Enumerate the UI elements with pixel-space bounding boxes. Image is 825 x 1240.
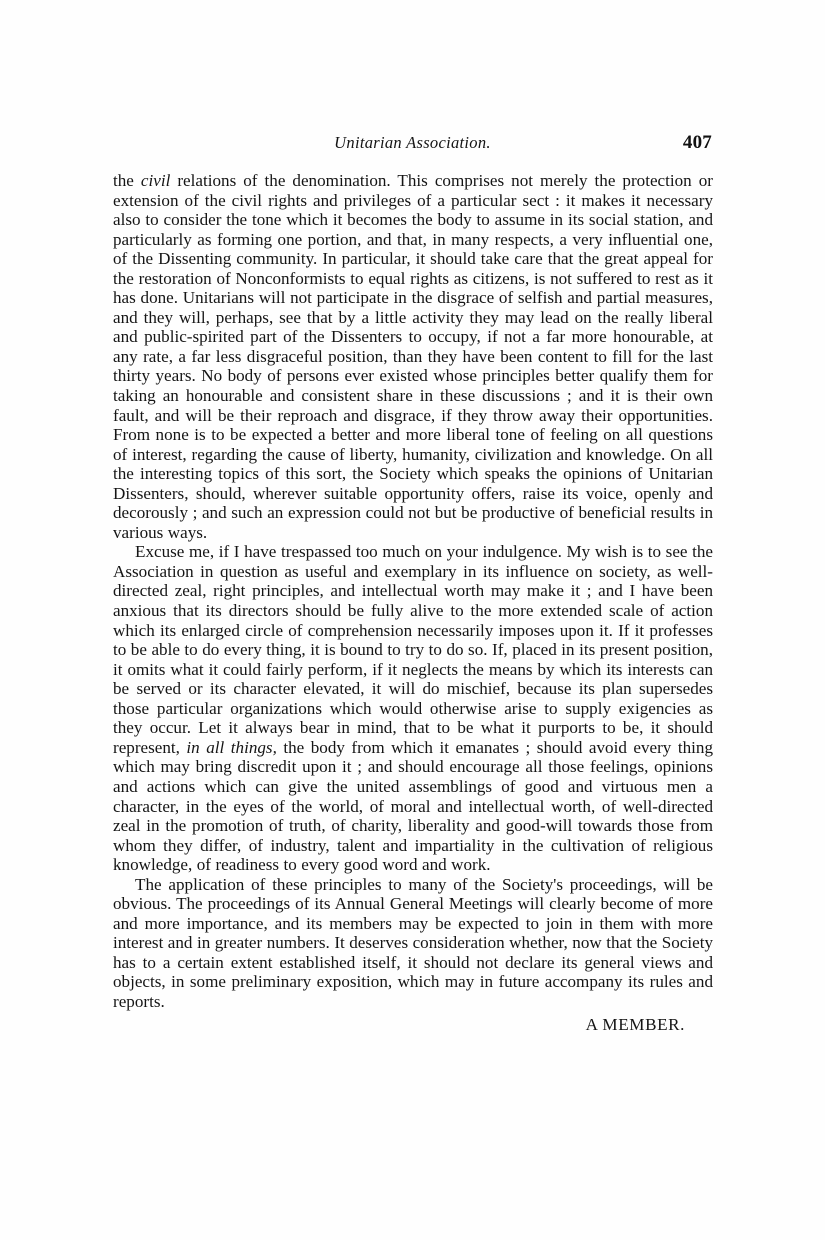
paragraph-application: The application of these principles to many of the Society's proceedings, will be obvious. The proceedings of its Annual General Meetings will clearly become of more and more importance, and its members may be expected to join in them with more interest and in greater numbers. It deserves consideration whether, now that the Society has to a certain extent established itself, it should not declare its general views and objects, in some preliminary exposition, which may in future accompany its rules and reports.	[113, 874, 713, 1011]
paragraph-excuse-me: Excuse me, if I have trespassed too much on your indulgence. My wish is to see the Association in question as useful and exemplary in its influence on society, as well-directed zeal, right principles, and intellectual worth may make it ; and I have been anxious that its directors should be fully alive to the more extended scale of action which its enlarged circle of comprehension necessarily imposes upon it. If it professes to be able to do every thing, it is bound to try to do so. If, placed in its present position, it omits what it could fairly perform, if it neglects the means by which its interests can be served or its character elevated, it will do mischief, because its plan supersedes those particular organizations which would otherwise arise to supply exigencies as they occur. Let it always bear in mind, that to be what it purports to be, it should represent, in all things, the body from which it emanates ; should avoid every thing which may bring discredit upon it ; and should encourage all those feelings, opinions and actions which can give the united assemblings of good and virtuous men a character, in the eyes of the world, of moral and intellectual worth, of well-directed zeal in the promotion of truth, of charity, liberality and good-will towards those from whom they differ, of industry, talent and impartiality in the cultivation of religious knowledge, of readiness to every good word and work.	[113, 542, 713, 875]
running-head	[113, 133, 712, 157]
paragraph-civil-relations: the civil relations of the denomination. This comprises not merely the protection or extension of the civil rights and privileges of a particular sect : it makes it necessary also to consider the tone which it becomes the body to assume in its social station, and particularly as forming one portion, and that, in many respects, a very influential one, of the Dissenting community. In particular, it should take care that the great appeal for the restoration of Nonconformists to equal rights as citizens, is not suffered to rest as it has done. Unitarians will not participate in the disgrace of selfish and partial measures, and they will, perhaps, see that by a little activity they may lead on the really liberal and public-spirited part of the Dissenters to occupy, if not a far more honourable, at any rate, a far less disgraceful position, than they have been content to fill for the last thirty years. No body of persons ever existed whose principles better qualify them for taking an honourable and consistent share in these discussions ; and it is their own fault, and will be their reproach and disgrace, if they throw away their opportunities. From none is to be expected a better and more liberal tone of feeling on all questions of interest, regarding the cause of liberty, humanity, civilization and knowledge. On all the interesting topics of this sort, the Society which speaks the opinions of Unitarian Dissenters, should, wherever suitable opportunity offers, raise its voice, openly and decorously ; and such an expression could not but be productive of beneficial results in various ways.	[113, 171, 713, 542]
body-text-block	[113, 171, 713, 1034]
running-head-title: Unitarian Association.	[334, 133, 491, 152]
page-number: 407	[682, 132, 712, 153]
signature-line: A MEMBER.	[585, 1014, 685, 1034]
italic-phrase: civil	[140, 171, 171, 190]
italic-phrase: in all things,	[186, 737, 277, 757]
